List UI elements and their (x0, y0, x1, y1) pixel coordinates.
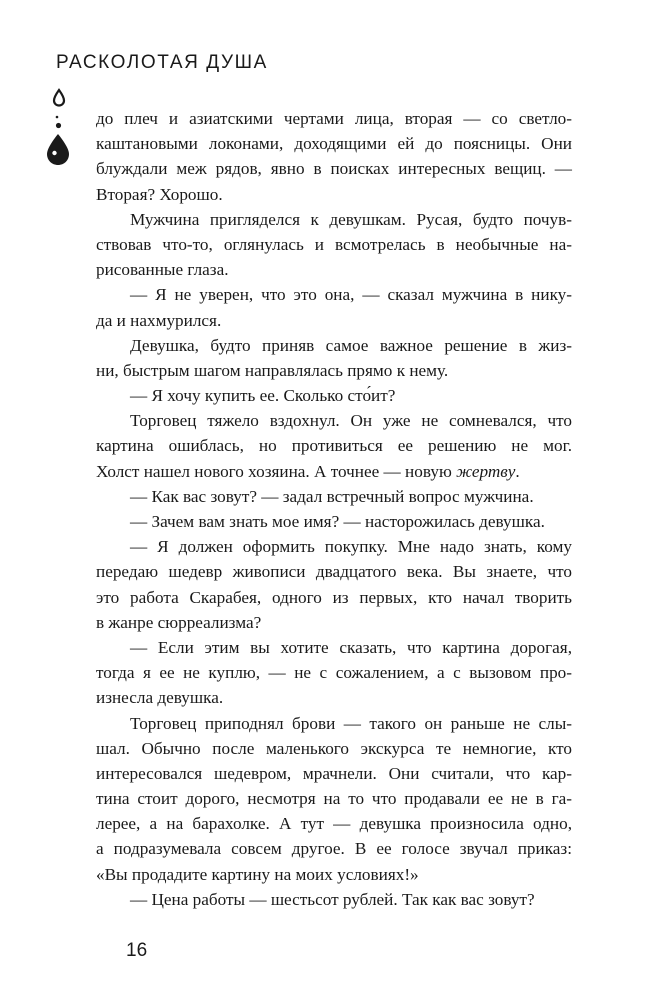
text-line (96, 786, 572, 811)
text-line-content: тина стоит дорого, несмотря на то что продавали ее не в га- (96, 789, 572, 809)
text-line (96, 182, 572, 207)
text-line-content: — Цена работы — шестьсот рублей. Так как вас зовут? (130, 889, 535, 909)
text-line (96, 534, 572, 559)
text-line (96, 358, 572, 383)
text-line-content: Девушка, будто приняв самое важное решение в жиз- (130, 335, 572, 355)
text-line-content: тогда я ее не куплю, — не с сожалением, а с вызовом про- (96, 663, 572, 683)
text-line-content: да и нахмурился. (96, 310, 222, 330)
page-number: 16 (126, 940, 148, 961)
text-line-content: в жанре сюрреализма? (96, 612, 262, 632)
text-line-content: а подразумевала совсем другое. В ее голосе звучал приказ: (96, 839, 572, 859)
text-line (96, 308, 572, 333)
text-line (96, 333, 572, 358)
text-line (96, 484, 572, 509)
text-line (96, 559, 572, 584)
text-line-content: рисованные глаза. (96, 260, 229, 280)
text-line-content: блуждали меж рядов, явно в поисках интересных вещиц. — (96, 159, 572, 179)
text-line (96, 131, 572, 156)
text-line-content: Холст нашел нового хозяина. А точнее — новую (96, 461, 457, 481)
text-line (96, 282, 572, 307)
text-line (96, 711, 572, 736)
text-line (96, 836, 572, 861)
text-line-content: Мужчина пригляделся к девушкам. Русая, будто почув- (130, 209, 572, 229)
text-line (96, 635, 572, 660)
text-line-content: — Если этим вы хотите сказать, что картина дорогая, (130, 637, 572, 657)
text-line (96, 106, 572, 131)
text-line (96, 207, 572, 232)
text-line-content: это работа Скарабея, одного из первых, кто начал творить (96, 587, 572, 607)
text-line (96, 736, 572, 761)
text-line (96, 156, 572, 181)
text-line (96, 232, 572, 257)
text-line (96, 811, 572, 836)
ink-drops-icon (44, 86, 78, 186)
text-line-content: Торговец приподнял брови — такого он раньше не слы- (130, 713, 572, 733)
text-line-content: Торговец тяжело вздохнул. Он уже не сомневался, что (130, 411, 572, 431)
text-line-content: Вторая? Хорошо. (96, 184, 223, 204)
text-line (96, 257, 572, 282)
text-line-content: шал. Обычно после маленького экскурса те немногие, кто (96, 738, 572, 758)
text-line (96, 459, 572, 484)
running-title: РАСКОЛОТАЯ ДУША (56, 52, 268, 73)
text-line (96, 383, 572, 408)
text-line (96, 761, 572, 786)
text-line-content: «Вы продадите картину на моих условиях!» (96, 864, 419, 884)
text-line-content: изнесла девушка. (96, 688, 224, 708)
text-line (96, 887, 572, 912)
text-line (96, 862, 572, 887)
text-line (96, 660, 572, 685)
text-line (96, 685, 572, 710)
text-line-content: — Как вас зовут? — задал встречный вопрос мужчина. (130, 486, 534, 506)
text-line-content: до плеч и азиатскими чертами лица, вторая — со светло- (96, 109, 572, 128)
body-text (96, 106, 572, 912)
text-line (96, 610, 572, 635)
text-line-content: каштановыми локонами, доходящими ей до поясницы. Они (96, 134, 572, 154)
text-line (96, 408, 572, 433)
text-line-content: лерее, а на барахолке. А тут — девушка произносила одно, (96, 814, 572, 834)
text-line-content: ствовав что-то, оглянулась и всмотрелась в необычные на- (96, 234, 572, 254)
text-line (96, 433, 572, 458)
text-line-content: картина ошиблась, но противиться ее решению не мог. (96, 436, 572, 456)
text-line-content: ни, быстрым шагом направлялась прямо к нему. (96, 360, 449, 380)
text-line-content: интересовался шедевром, мрачнели. Они считали, что кар- (96, 763, 572, 783)
text-line (96, 585, 572, 610)
emphasized-word: жертву (456, 461, 516, 481)
text-line-content: — Я не уверен, что это она, — сказал мужчина в нику- (130, 285, 572, 305)
text-line-content: — Я должен оформить покупку. Мне надо знать, кому (130, 537, 572, 557)
text-line-content: передаю шедевр живописи двадцатого века. Вы знаете, что (96, 562, 572, 582)
text-line-content: — Я хочу купить ее. Сколько сто́ит? (130, 386, 396, 406)
text-line-content: — Зачем вам знать мое имя? — насторожилась девушка. (130, 512, 545, 531)
text-line-tail: . (515, 461, 520, 481)
text-line (96, 509, 572, 534)
